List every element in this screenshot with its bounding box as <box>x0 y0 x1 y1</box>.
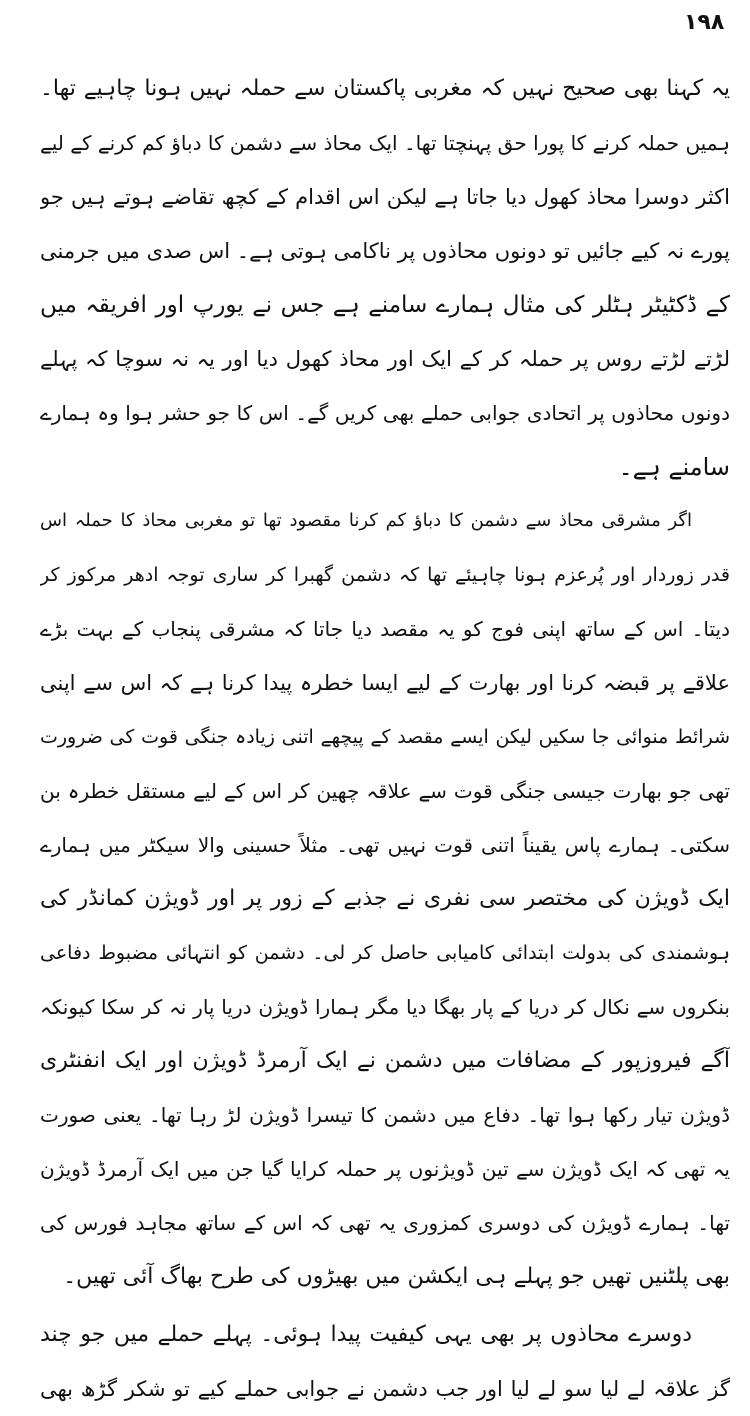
body-text <box>40 62 730 1416</box>
text-line: ہمیں حملہ کرنے کا پورا حق پہنچتا تھا۔ ایک محاذ سے دشمن کا دباؤ کم کرنے کے لیے <box>40 131 730 155</box>
text-line: دیتا۔ اس کے ساتھ اپنی فوج کو یہ مقصد دیا جاتا کہ مشرقی پنجاب کے بہت بڑے <box>40 617 730 641</box>
paragraph-1 <box>40 62 730 494</box>
text-line: بھی پلٹنیں تھیں جو پہلے ہی ایکشن میں بھیڑوں کی طرح بھاگ آئی تھیں۔ <box>63 1264 730 1289</box>
paragraph-3 <box>40 1308 730 1416</box>
text-line: اگر مشرقی محاذ سے دشمن کا دباؤ کم کرنا مقصود تھا تو مغربی محاذ کا حملہ اس <box>40 510 692 531</box>
text-line: تھی جو بھارت جیسی جنگی قوت سے علاقہ چھین کر اس کے لیے مستقل خطرہ بن <box>40 779 730 803</box>
text-line: ایک ڈویژن کی مختصر سی نفری نے جذبے کے زور پر اور ڈویژن کمانڈر کی <box>40 886 730 911</box>
text-line: یہ کہنا بھی صحیح نہیں کہ مغربی پاکستان سے حملہ نہیں ہونا چاہیے تھا۔ <box>40 76 730 101</box>
text-line: اکثر دوسرا محاذ کھول دیا جاتا ہے لیکن اس اقدام کے کچھ تقاضے ہوتے ہیں جو <box>40 185 730 209</box>
text-line: لڑتے لڑتے روس پر حملہ کر کے ایک اور محاذ کھول دیا اور یہ نہ سوچا کہ پہلے <box>40 347 730 371</box>
text-line: شرائط منوائی جا سکیں لیکن ایسے مقصد کے پیچھے اتنی زیادہ جنگی قوت کی ضرورت <box>40 726 730 748</box>
text-line: کے ڈکٹیٹر ہٹلر کی مثال ہمارے سامنے ہے جس نے یورپ اور افریقہ میں <box>40 292 730 318</box>
text-line: تھا۔ ہمارے ڈویژن کی دوسری کمزوری یہ تھی کہ اس کے ساتھ مجاہد فورس کی <box>40 1211 730 1235</box>
text-line: گز علاقہ لے لیا سو لے لیا اور جب دشمن نے جوابی حملے کیے تو شکر گڑھ بھی <box>40 1377 730 1401</box>
text-line: سکتی۔ ہمارے پاس یقیناً اتنی قوت نہیں تھی۔ مثلاً حسینی والا سیکٹر میں ہمارے <box>40 833 730 857</box>
text-line: علاقے پر قبضہ کرنا اور بھارت کے لیے ایسا خطرہ پیدا کرنا ہے کہ اس سے اپنی <box>40 671 730 695</box>
page-number: ۱۹۸ <box>684 10 725 35</box>
paragraph-2 <box>40 494 730 1304</box>
text-line: ڈویژن تیار رکھا ہوا تھا۔ دفاع میں دشمن کا تیسرا ڈویژن لڑ رہا تھا۔ یعنی صورت <box>40 1103 730 1127</box>
text-line: بنکروں سے نکال کر دریا کے پار بھگا دیا مگر ہمارا ڈویژن دریا پار نہ کر سکا کیونکہ <box>40 995 730 1019</box>
text-line: یہ تھی کہ ایک ڈویژن سے تین ڈویژنوں پر حملہ کرایا گیا جن میں ایک آرمرڈ ڈویژن <box>40 1157 730 1181</box>
text-line: دوسرے محاذوں پر بھی یہی کیفیت پیدا ہوئی۔ پہلے حملے میں جو چند <box>40 1322 692 1347</box>
text-line: آگے فیروزپور کے مضافات میں دشمن نے ایک آرمرڈ ڈویژن اور ایک انفنٹری <box>40 1048 730 1073</box>
text-line: ہوشمندی کی بدولت ابتدائی کامیابی حاصل کر لی۔ دشمن کو انتہائی مضبوط دفاعی <box>40 942 730 964</box>
text-line: سامنے ہے۔ <box>618 453 730 481</box>
text-line: دونوں محاذوں پر اتحادی جوابی حملے بھی کریں گے۔ اس کا جو حشر ہوا وہ ہمارے <box>40 401 730 425</box>
text-line: قدر زوردار اور پُرعزم ہونا چاہیئے تھا کہ دشمن گھبرا کر ساری توجہ ادھر مرکوز کر <box>40 564 730 586</box>
text-line: پورے نہ کیے جائیں تو دونوں محاذوں پر ناکامی ہوتی ہے۔ اس صدی میں جرمنی <box>40 239 730 263</box>
